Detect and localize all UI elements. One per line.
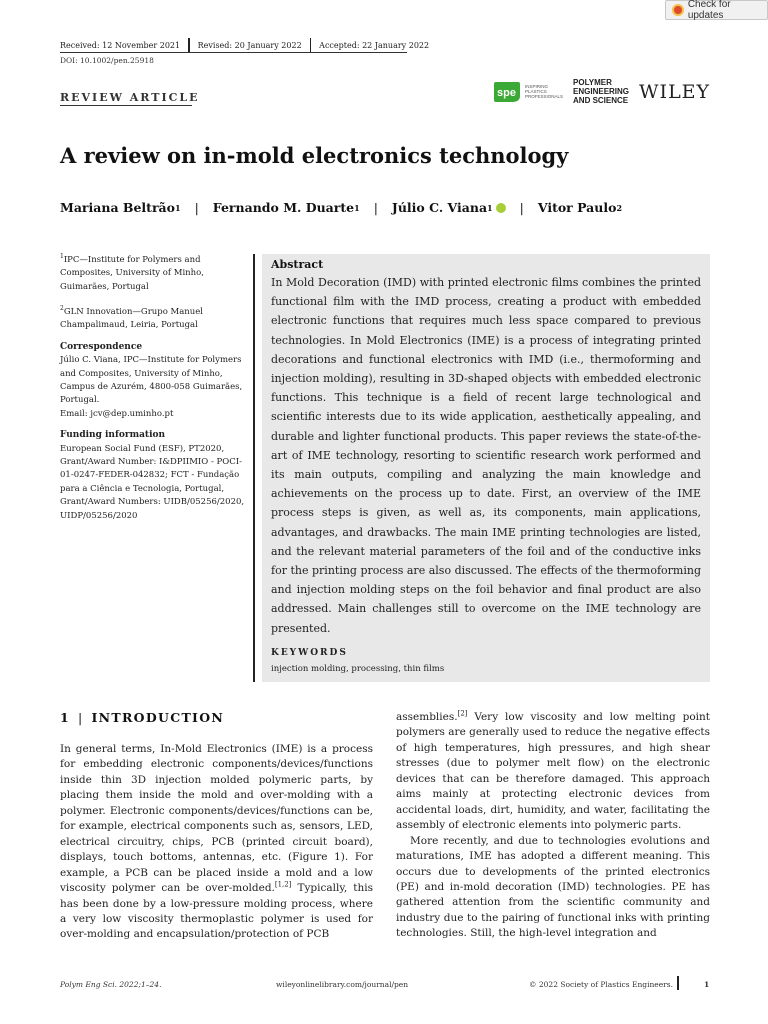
orcid-icon[interactable] <box>496 203 506 213</box>
footer-copyright: © 2022 Society of Plastics Engineers. <box>529 980 673 989</box>
affiliation: $^2$GLN Innovation—Grupo Manuel Champalimaud, Leiria, Portugal <box>60 305 203 331</box>
correspondence-email[interactable]: Email: jcv@dep.uminho.pt <box>60 408 174 419</box>
article-title: A review on in-mold electronics technology <box>60 143 569 168</box>
paragraph: assemblies.[2] Very low viscosity and low melting point polymers are generally used to reduce the negative effects of high temperatures, high pressures, and high shear stresses (due to polymer melt flow) on the electronic devices that can be therefore damaged. This approach aims mainly at protecting electronic devices from accidental loads, dirt, humidity, and water, facilitating the assembly of electronic elements into polymeric parts. <box>396 709 710 832</box>
citation-link[interactable]: [2] <box>457 709 468 718</box>
section-heading: 1 | INTRODUCTION <box>60 710 225 725</box>
journal-name: POLYMER ENGINEERING AND SCIENCE <box>573 78 630 105</box>
keywords-heading: KEYWORDS <box>271 647 348 658</box>
footer-separator <box>677 976 679 990</box>
affiliation: $^1$IPC—Institute for Polymers and Composites, University of Minho, Guimarães, Portugal <box>60 253 204 292</box>
abstract-heading: Abstract <box>271 258 324 271</box>
received-date: Received: 12 November 2021 <box>60 40 181 50</box>
keywords-text: injection molding, processing, thin films <box>271 663 445 674</box>
sidebar-divider <box>253 254 255 682</box>
spe-tagline-1: INSPIRING <box>525 84 549 89</box>
sidebar-info <box>60 250 245 531</box>
svg-text:spe: spe <box>497 86 516 99</box>
article-type-rule <box>60 105 192 106</box>
wiley-logo: WILEY <box>639 80 711 103</box>
body-column-left <box>60 742 373 943</box>
footer-url[interactable]: wileyonlinelibrary.com/journal/pen <box>276 980 409 989</box>
date-separator <box>188 38 190 52</box>
abstract-text: In Mold Decoration (IMD) with printed electronic films combines the printed functional film with the IMD process, creating a product with embedded electronic functions that requires much less space compared to previous technologies. In Mold Electronics (IME) is a process of integrating printed decorations and functional electronics with IMD (i.e., thermoforming and injection molding), resulting in 3D-shaped objects with embedded electronic functions. This technique is a field of recent large technological and scientific interests due to its wide application, aesthetically appealing, and durable and lighter functional products. This paper reviews the state-of-the-art of IME technology, resorting to scientific research work performed and its main outputs, compiling and analyzing the main knowledge and achievements on the process up to date. First, an overview of the IME process steps is given, as well as, its components, main applications, advantages, and drawbacks. The main IME printing technologies are listed, and the relevant material parameters of the foil and of the conductive inks for the printing process are also discussed. The effects of the thermoforming and injection molding steps on the foil behavior and final product are also addressed. Main challenges still to overcome on the IME technology are presented. <box>271 276 701 635</box>
check-for-updates-label: Check for updates <box>687 0 731 21</box>
author-list: Mariana Beltrão 1 | Fernando M. Duarte 1 | Júlio C. Viana 1 | Vitor Paulo 2 <box>60 200 623 215</box>
spe-logo-icon <box>492 80 522 104</box>
spe-tagline-3: PROFESSIONALS <box>525 94 564 99</box>
footer-journal: Polym Eng Sci. 2022;1–24. <box>60 980 162 989</box>
author-name[interactable]: Júlio C. Viana <box>391 200 488 215</box>
article-dates <box>60 38 429 52</box>
correspondence-heading: Correspondence <box>60 341 143 352</box>
author-name[interactable]: Fernando M. Duarte <box>212 200 355 215</box>
revised-date: Revised: 20 January 2022 <box>197 40 302 50</box>
spe-tagline-2: PLASTICS <box>525 89 547 94</box>
date-separator <box>310 38 312 52</box>
funding-text: European Social Fund (ESF), PT2020, Grant/Award Number: I&DPIIMIO - POCI-01-0247-FEDER-042832; FCT - Fundação para a Ciência e Tecnologia, Portugal, Grant/Award Numbers: UIDB/05256/2020, UIDP/05256/2020 <box>60 443 245 521</box>
abstract-box <box>262 254 710 682</box>
paragraph: More recently, and due to technologies evolutions and maturations, IME has adopted a different meaning. This occurs due to developments of the printed electronics (PE) and in-mold decoration (IMD) technologies. PE has gathered attention from the scientific community and industry due to the pairing of functional inks with printing technologies. Still, the high-level integration and <box>396 834 710 940</box>
correspondence-text: Júlio C. Viana, IPC—Institute for Polymers and Composites, University of Minho, Campus de Azurém, 4800-058 Guimarães, Portugal. Email: jcv@dep.uminho.pt <box>60 355 243 419</box>
spe-logo <box>492 80 563 104</box>
accepted-date: Accepted: 22 January 2022 <box>319 40 430 50</box>
author-name[interactable]: Vitor Paulo <box>537 200 617 215</box>
citation-link[interactable]: [1,2] <box>274 880 292 889</box>
funding-heading: Funding information <box>60 430 166 441</box>
article-type: REVIEW ARTICLE <box>60 91 200 104</box>
crossmark-icon <box>672 4 684 16</box>
author-name[interactable]: Mariana Beltrão <box>60 200 175 215</box>
publisher-logos <box>492 78 710 105</box>
header-rule <box>60 52 407 53</box>
body-column-right <box>396 710 710 942</box>
paragraph: In general terms, In-Mold Electronics (IME) is a process for embedding electronic components/devices/functions inside thin 3D injection molded polymeric parts, by placing them inside the mold and over-molding with a polymer. Electronic components/devices/functions can be, for example, electrical components such as, sensors, LED, electrical circuitry, chips, PCB (printed circuit board), displays, touch bottoms, antennas, etc. (Figure 1). For example, a PCB can be placed inside a mold and a low viscosity polymer can be over-molded.[1,2] Typically, this has been done by a low-pressure molding process, where a very low viscosity thermoplastic polymer is used for over-molding and encapsulation/protection of PCB <box>60 743 373 941</box>
check-for-updates-button[interactable] <box>665 0 768 20</box>
doi: DOI: 10.1002/pen.25918 <box>60 56 154 65</box>
page-number: 1 <box>704 980 710 989</box>
